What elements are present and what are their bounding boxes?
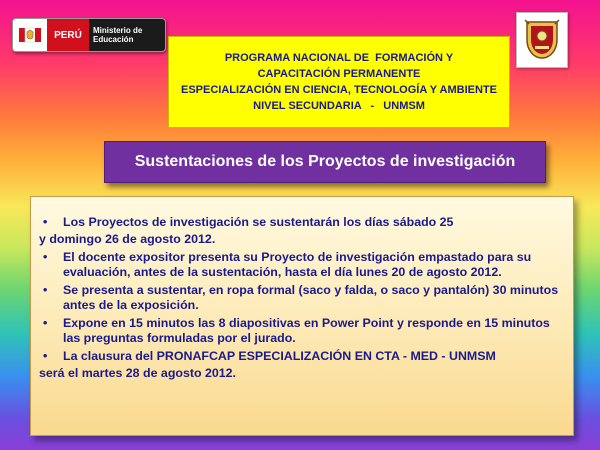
peru-shield-icon <box>13 19 47 51</box>
logo-ministry-line1: Ministerio de <box>93 26 143 35</box>
ministry-logo <box>12 18 166 52</box>
list-item-continuation: será el martes 28 de agosto 2012. <box>39 366 236 380</box>
university-crest-icon <box>516 12 568 68</box>
list-item: • Expone en 15 minutos las 8 diapositivas en Power Point y responde en 15 minutos las preguntas formuladas por el jurado. <box>39 316 561 346</box>
list-item: • Se presenta a sustentar, en ropa formal (saco y falda, o saco y pantalón) 30 minutos antes de la exposición. <box>39 283 561 313</box>
program-line-1: PROGRAMA NACIONAL DE FORMACIÓN Y <box>224 52 454 64</box>
list-item-continuation: y domingo 26 de agosto 2012. <box>39 232 216 246</box>
logo-ministry <box>89 19 165 51</box>
program-line-3: ESPECIALIZACIÓN EN CIENCIA, TECNOLOGÍA Y AMBIENTE <box>181 84 497 96</box>
announcement-list <box>39 215 561 381</box>
logo-ministry-line2: Educación <box>93 35 134 44</box>
banner-title: Sustentaciones de los Proyectos de investigación <box>134 153 516 170</box>
logo-country: PERÚ <box>47 19 89 51</box>
program-line-4: NIVEL SECUNDARIA - UNMSM <box>253 100 425 112</box>
program-title-box <box>168 36 510 128</box>
list-item: • Los Proyectos de investigación se sustentarán los días sábado 25 <box>39 215 561 230</box>
announcement-box <box>30 196 574 436</box>
section-banner <box>104 141 546 183</box>
program-line-2: CAPACITACIÓN PERMANENTE <box>257 68 421 80</box>
list-item: • El docente expositor presenta su Proyecto de investigación empastado para su evaluación, antes de la sustentación, hasta el día lunes 20 de agosto 2012. <box>39 250 561 280</box>
list-item: • La clausura del PRONAFCAP ESPECIALIZACIÓN EN CTA - MED - UNMSM <box>39 349 561 364</box>
